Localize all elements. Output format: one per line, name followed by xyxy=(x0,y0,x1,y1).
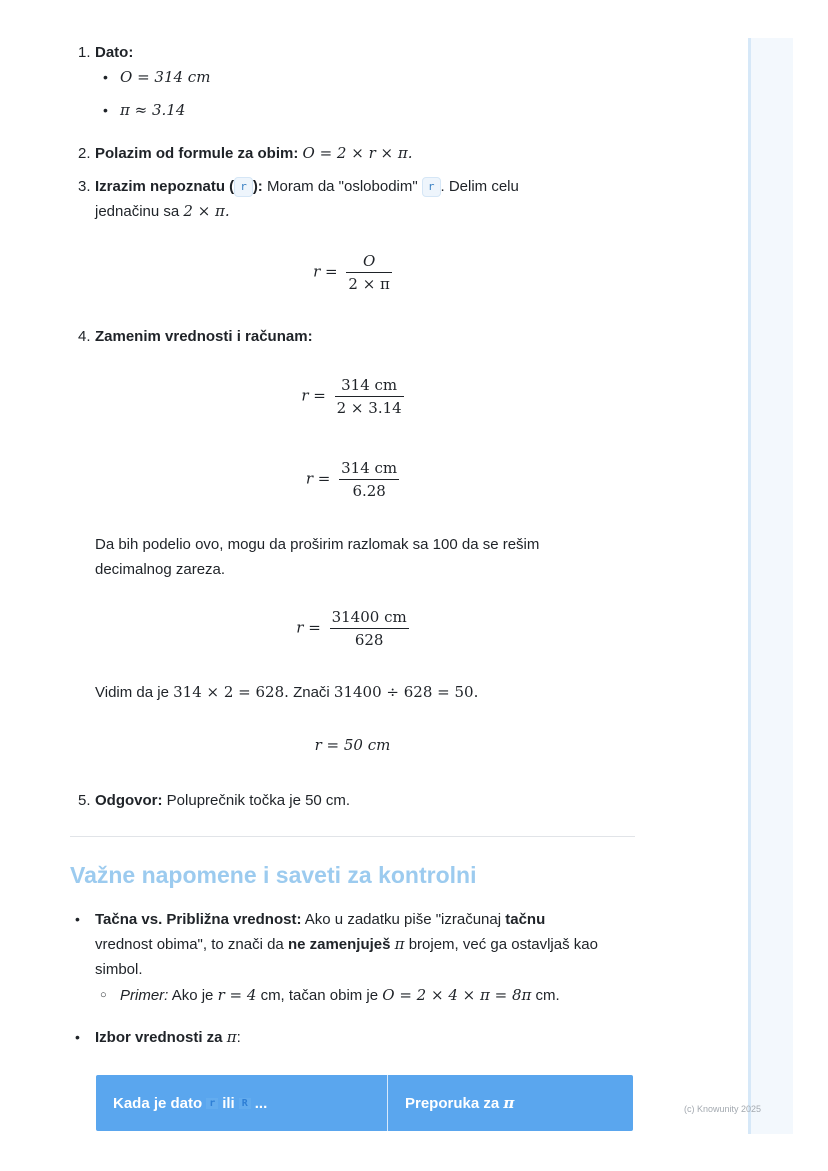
tip-title: Izbor vrednosti za xyxy=(95,1029,223,1046)
equation-lhs: r = xyxy=(301,386,326,405)
inline-math: 314 × 2 = 628. xyxy=(173,683,289,701)
text: Ako u zadatku piše "izračunaj xyxy=(304,911,502,928)
inline-code: r xyxy=(422,177,441,197)
step-text: Poluprečnik točka je 50 cm. xyxy=(166,792,351,809)
inline-math: 31400 ÷ 628 = 50. xyxy=(333,683,479,701)
step-5 xyxy=(70,788,635,813)
step-title: Dato: xyxy=(95,44,134,61)
example-label: Primer: xyxy=(120,987,169,1004)
table-header-cell xyxy=(388,1075,633,1131)
pi-symbol: π xyxy=(394,935,405,953)
fraction xyxy=(335,376,404,417)
denominator: 6.28 xyxy=(352,482,386,500)
fraction xyxy=(346,252,392,293)
numerator: O xyxy=(346,252,392,273)
bullet-icon: • xyxy=(75,911,80,927)
inline-code: r xyxy=(206,1098,218,1109)
denominator: 628 xyxy=(354,631,384,649)
section-divider xyxy=(70,836,635,837)
step-title: Odgovor: xyxy=(95,792,163,809)
bullet-icon: • xyxy=(75,1029,80,1045)
header-text: ... xyxy=(254,1094,268,1112)
tip-title: Tačna vs. Približna vrednost: xyxy=(95,911,302,928)
step-title: Polazim od formule za obim: xyxy=(95,145,299,162)
given-value: O = 314 cm xyxy=(120,68,211,86)
step-1 xyxy=(70,40,635,65)
inline-math: O = 2 × 4 × π = 8π xyxy=(382,986,532,1004)
step-number: 2. xyxy=(78,145,91,162)
step-title: Izrazim nepoznatu ( xyxy=(95,178,235,195)
equation xyxy=(70,459,635,500)
step-text: jednačinu sa xyxy=(95,203,180,220)
formula: O = 2 × r × π. xyxy=(302,144,413,162)
header-text: Preporuka za xyxy=(405,1094,500,1112)
step-number: 3. xyxy=(78,178,91,195)
inline-math: r = 4 xyxy=(217,986,257,1004)
step-number: 1. xyxy=(78,44,91,61)
text: brojem, već ga ostavljaš kao xyxy=(408,936,598,953)
step-number: 4. xyxy=(78,328,91,345)
fraction xyxy=(339,459,399,500)
pi-symbol: π xyxy=(503,1094,515,1112)
tip-subitem xyxy=(70,983,635,1008)
inline-code: r xyxy=(234,177,253,197)
numerator: 314 cm xyxy=(339,459,399,480)
text-bold: tačnu xyxy=(505,911,546,928)
text: vrednost obima", to znači da xyxy=(95,936,284,953)
bullet-icon: • xyxy=(103,102,108,118)
equation-lhs: r = xyxy=(313,262,338,281)
pi-values-table xyxy=(96,1075,633,1131)
step-3 xyxy=(70,174,635,224)
fraction xyxy=(330,608,409,649)
header-text: Kada je dato xyxy=(113,1094,203,1112)
equation xyxy=(70,608,635,649)
inline-math: 2 × π. xyxy=(183,202,230,220)
header-text: ili xyxy=(222,1094,235,1112)
text: Ako je xyxy=(171,987,214,1004)
numerator: 31400 cm xyxy=(330,608,409,629)
step-title-end: ): xyxy=(252,178,263,195)
explanation-paragraph xyxy=(95,680,615,705)
step-title: Zamenim vrednosti i računam: xyxy=(95,328,313,345)
step-2 xyxy=(70,141,635,166)
explanation-paragraph: Da bih podelio ovo, mogu da proširim razlomak sa 100 da se rešim decimalnog zareza. xyxy=(95,536,540,578)
text: cm. xyxy=(535,987,560,1004)
text: Vidim da je xyxy=(95,684,169,701)
table-header-cell xyxy=(96,1075,388,1131)
text: Znači xyxy=(293,684,330,701)
text: cm, tačan obim je xyxy=(260,987,379,1004)
bullet-icon: • xyxy=(103,69,108,85)
tip-item xyxy=(70,1025,635,1050)
equation-result: r = 50 cm xyxy=(314,736,391,754)
copyright-footer: (c) Knowunity 2025 xyxy=(684,1104,762,1114)
text: : xyxy=(236,1029,241,1046)
tip-item xyxy=(70,907,635,982)
section-heading: Važne napomene i saveti za kontrolni xyxy=(70,862,477,888)
text-bold: ne zamenjuješ xyxy=(287,936,391,953)
step-number: 5. xyxy=(78,792,91,809)
pi-symbol: π xyxy=(226,1028,237,1046)
equation-lhs: r = xyxy=(305,469,331,488)
inline-code: R xyxy=(239,1098,251,1109)
numerator: 314 cm xyxy=(335,376,404,397)
text: simbol. xyxy=(95,961,143,978)
equation xyxy=(70,376,635,417)
given-value: π ≈ 3.14 xyxy=(120,101,186,119)
step-4 xyxy=(70,324,635,349)
step-text: . Delim celu xyxy=(440,178,519,195)
denominator: 2 × 3.14 xyxy=(336,399,402,417)
denominator: 2 × π xyxy=(348,275,390,293)
equation xyxy=(70,252,635,293)
circle-bullet-icon: ○ xyxy=(100,989,107,1001)
right-sidebar-strip xyxy=(748,38,793,1134)
equation-lhs: r = xyxy=(296,618,321,637)
step-text: Moram da "oslobodim" xyxy=(266,178,418,195)
